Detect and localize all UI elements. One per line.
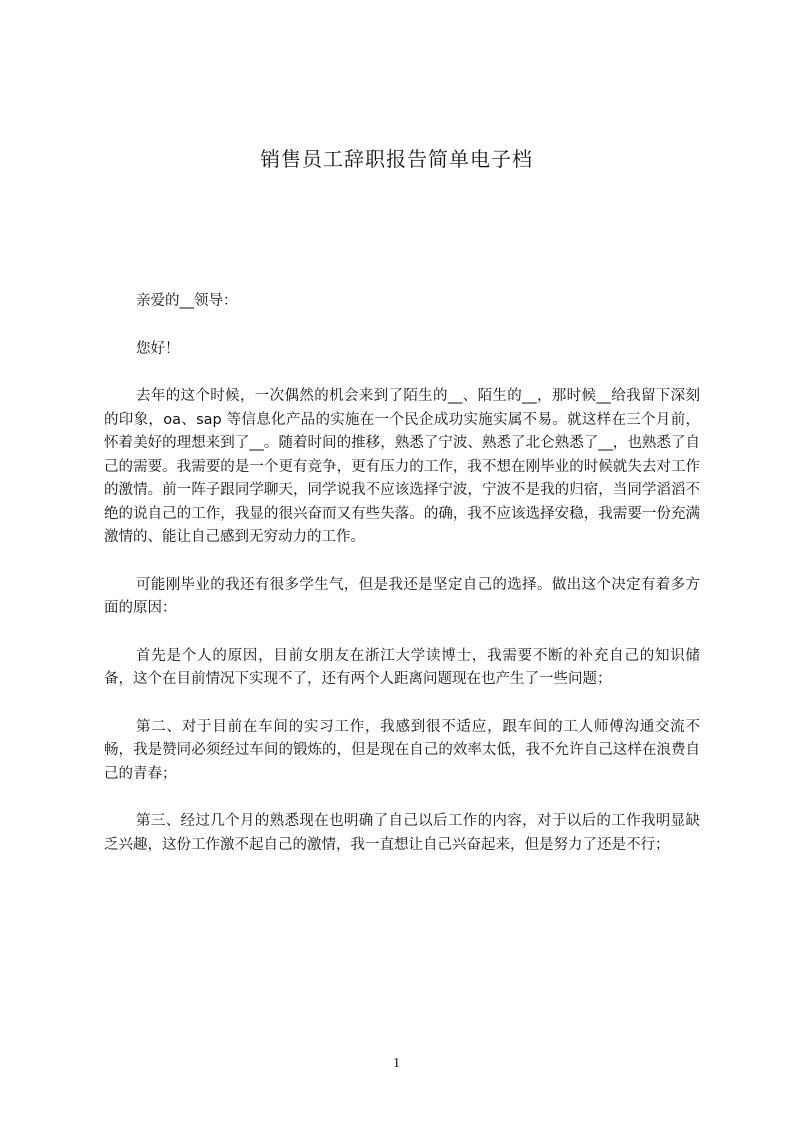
document-body — [104, 290, 700, 881]
salutation: 亲爱的__领导： — [136, 293, 238, 309]
paragraph: 首先是个人的原因，目前女朋友在浙江大学读博士，我需要不断的补充自己的知识储备，这个在目前情况下实现不了，还有两个人距离问题现在也产生了一些问题； — [104, 647, 700, 687]
paragraph: 可能刚毕业的我还有很多学生气，但是我还是坚定自己的选择。做出这个决定有着多方面的原因： — [104, 576, 700, 616]
paragraph: 去年的这个时候，一次偶然的机会来到了陌生的__、陌生的__，那时候__给我留下深刻的印象，oa、sap 等信息化产品的实施在一个民企成功实施实属不易。就这样在三个月前，怀着美好的理想来到了__。随着时间的推移，熟悉了宁波、熟悉了北仑熟悉了__，也熟悉了自己的需要。我需要的是一个更有竞争，更有压力的工作，我不想在刚毕业的时候就失去对工作的激情。前一阵子跟同学聊天，同学说我不应该选择宁波，宁波不是我的归宿，当同学滔滔不绝的说自己的工作，我显的很兴奋而又有些失落。的确，我不应该选择安稳，我需要一份充满激情的、能让自己感到无穷动力的工作。 — [104, 388, 700, 545]
paragraph: 第三、经过几个月的熟悉现在也明确了自己以后工作的内容，对于以后的工作我明显缺乏兴趣，这份工作激不起自己的激情，我一直想让自己兴奋起来，但是努力了还是不行； — [104, 813, 700, 853]
paragraph: 第二、对于目前在车间的实习工作，我感到很不适应，跟车间的工人师傅沟通交流不畅，我是赞同必须经过车间的锻炼的，但是现在自己的效率太低，我不允许自己这样在浪费自己的青春； — [104, 718, 700, 782]
greeting: 您好！ — [136, 340, 180, 357]
document-title: 销售员工辞职报告简单电子档 — [260, 147, 533, 171]
page-number: 1 — [393, 1056, 400, 1071]
